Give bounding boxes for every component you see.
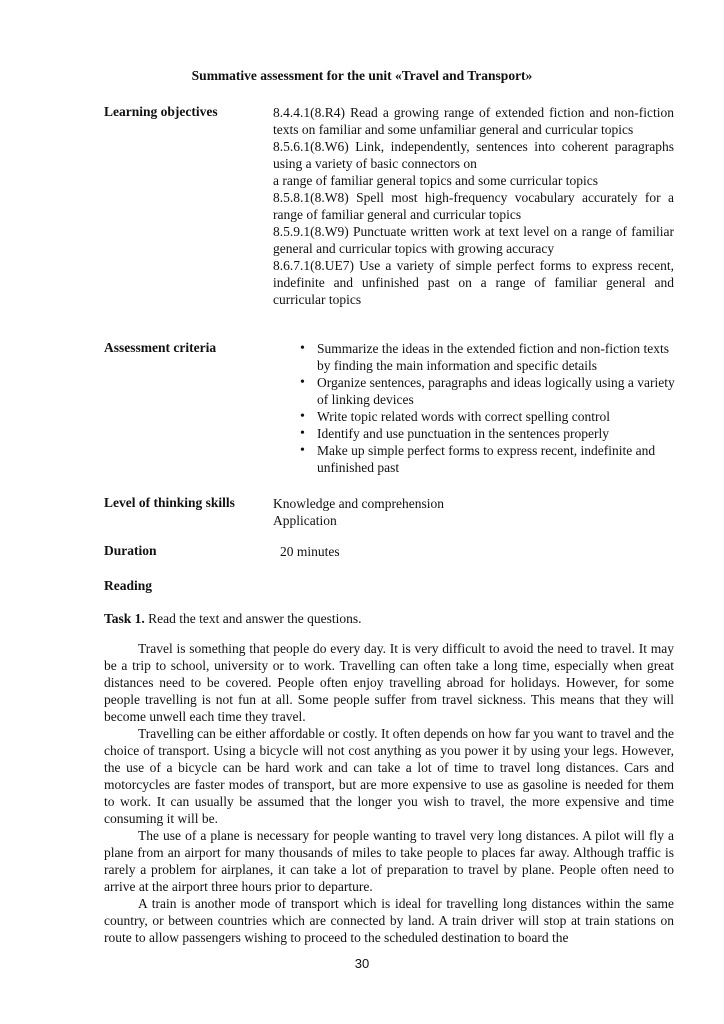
objective-item: 8.4.4.1(8.R4) Read a growing range of extended fiction and non-fiction texts on familiar and some unfamiliar general and curricular topics [273, 105, 674, 137]
learning-objectives-list [273, 104, 674, 308]
thinking-skills-label: Level of thinking skills [104, 495, 235, 510]
paragraph: Travelling can be either affordable or costly. It often depends on how far you want to travel and the choice of transport. Using a bicycle will not cost anything as you power it by using your legs. However, the use of a bicycle can be hard work and can take a lot of time to travel long distances. Cars and motorcycles are faster modes of transport, but are more expensive to use as gasoline is needed for them to work. It can usually be assumed that the longer you wish to travel, the more expensive and time consuming it will be. [104, 726, 674, 826]
objective-item: 8.5.9.1(8.W9) Punctuate written work at text level on a range of familiar general and curricular topics with growing accuracy [273, 224, 674, 256]
task-instruction [104, 611, 361, 627]
paragraph: The use of a plane is necessary for people wanting to travel very long distances. A pilot will fly a plane from an airport for many thousands of miles to take people to places far away. Although traffic is rarely a problem for airplanes, it can take a lot of preparation to travel by plane. People often need to arrive at the airport three hours prior to departure. [104, 828, 674, 894]
assessment-criteria-list [300, 340, 675, 476]
objective-item: a range of familiar general topics and some curricular topics [273, 173, 598, 188]
thinking-skill-item: Knowledge and comprehension [273, 496, 444, 511]
task-number: Task 1. [104, 611, 145, 626]
criteria-item: • Make up simple perfect forms to express recent, indefinite and unfinished past [300, 442, 675, 476]
paragraph: Travel is something that people do every day. It is very difficult to avoid the need to travel. It may be a trip to school, university or to work. Travelling can often take a long time, especially when great distances need to be covered. People often enjoy travelling abroad for holidays. However, for some people travelling is not fun at all. Some people suffer from travel sickness. This means that they will become unwell each time they travel. [104, 641, 674, 724]
page-number: 30 [354, 956, 370, 971]
criteria-item: • Summarize the ideas in the extended fiction and non-fiction texts by finding the main information and specific details [300, 340, 675, 374]
reading-heading: Reading [104, 578, 153, 593]
criteria-item: • Identify and use punctuation in the sentences properly [300, 425, 675, 442]
criteria-item: • Organize sentences, paragraphs and ideas logically using a variety of linking devices [300, 374, 675, 408]
objective-item: 8.6.7.1(8.UE7) Use a variety of simple perfect forms to express recent, indefinite and unfinished past on a range of familiar general and curricular topics [273, 258, 674, 307]
learning-objectives-label: Learning objectives [104, 104, 218, 119]
thinking-skills-value [273, 495, 674, 529]
objective-item: 8.5.8.1(8.W8) Spell most high-frequency vocabulary accurately for a range of familiar general and curricular topics [273, 190, 674, 222]
criteria-item: • Write topic related words with correct spelling control [300, 408, 675, 425]
reading-text [104, 640, 674, 946]
duration-value: 20 minutes [280, 544, 340, 559]
duration-label: Duration [104, 543, 157, 558]
assessment-criteria-label: Assessment criteria [104, 340, 217, 355]
document-title: Summative assessment for the unit «Travel and Transport» [191, 68, 533, 83]
task-text: Read the text and answer the questions. [144, 611, 362, 626]
thinking-skill-item: Application [273, 513, 337, 528]
paragraph: A train is another mode of transport which is ideal for travelling long distances within the same country, or between countries which are connected by land. A train driver will stop at train stations on route to allow passengers wishing to proceed to the scheduled destination to board the [104, 896, 674, 945]
objective-item: 8.5.6.1(8.W6) Link, independently, sentences into coherent paragraphs using a variety of basic connectors on [273, 139, 674, 171]
